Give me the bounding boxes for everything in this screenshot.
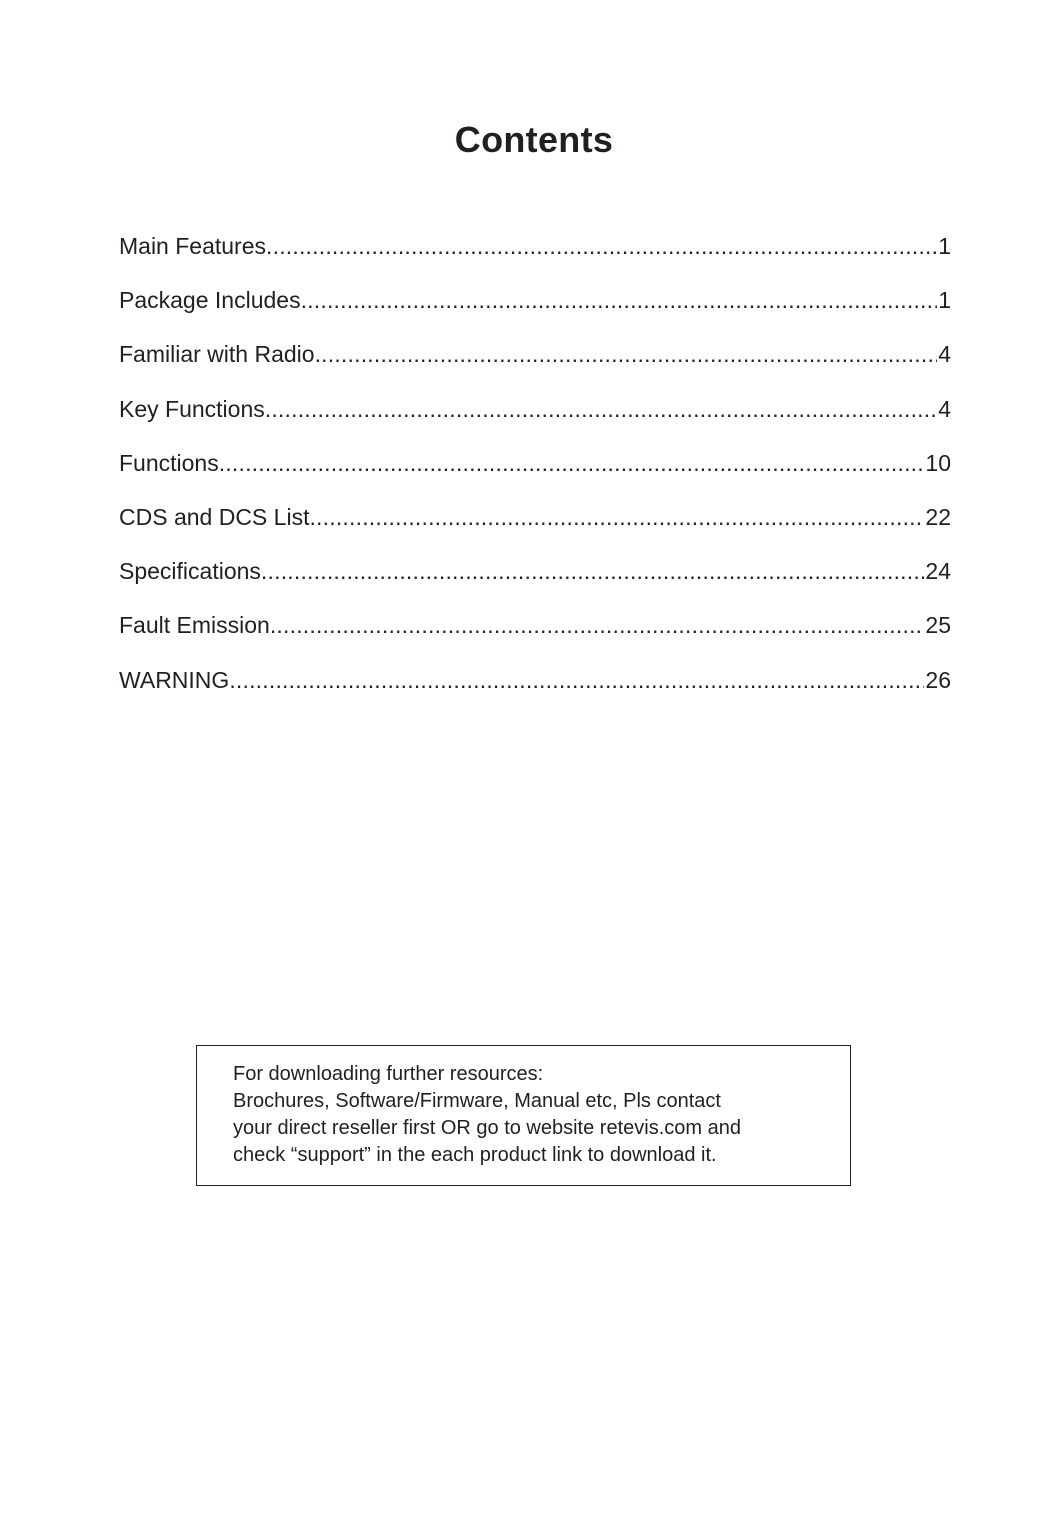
page-title: Contents <box>454 119 614 160</box>
toc-entry-familiar-with-radio[interactable] <box>119 336 951 390</box>
toc-dot-leader <box>309 499 924 535</box>
toc-dot-leader <box>229 662 924 698</box>
toc-entry-page-number: 4 <box>938 395 951 422</box>
toc-entry-page-number: 4 <box>938 341 951 368</box>
toc-dot-leader <box>315 336 938 372</box>
toc-entry-label: CDS and DCS List <box>119 503 310 530</box>
toc-entry-label: Key Functions <box>119 395 265 422</box>
toc-entry-cds-and-dcs-list[interactable] <box>119 499 951 553</box>
toc-entry-key-functions[interactable] <box>119 391 951 445</box>
toc-entry-label: Specifications <box>119 558 261 585</box>
toc-entry-page-number: 1 <box>938 287 951 314</box>
toc-entry-page-number: 10 <box>925 449 951 476</box>
toc-entry-page-number: 1 <box>938 233 951 259</box>
toc-dot-leader <box>270 607 925 643</box>
toc-entry-page-number: 26 <box>925 666 951 693</box>
notice-line: For downloading further resources: <box>233 1063 544 1085</box>
toc-entry-page-number: 22 <box>925 503 951 530</box>
toc-entry-functions[interactable] <box>119 445 951 499</box>
toc-entry-label: Familiar with Radio <box>119 341 315 368</box>
toc-dot-leader <box>266 228 937 264</box>
toc-dot-leader <box>265 391 937 427</box>
toc-dot-leader <box>219 445 925 481</box>
toc-entry-warning[interactable] <box>119 662 951 716</box>
toc-entry-main-features[interactable] <box>119 228 951 282</box>
toc-entry-specifications[interactable] <box>119 553 951 607</box>
table-of-contents <box>119 228 951 716</box>
toc-dot-leader <box>301 282 938 318</box>
resources-notice-box <box>196 1045 851 1186</box>
toc-entry-label: Package Includes <box>119 287 301 314</box>
notice-line: your direct reseller first OR go to website retevis.com and <box>233 1117 741 1139</box>
toc-entry-label: Functions <box>119 449 219 476</box>
toc-dot-leader <box>261 553 924 589</box>
toc-entry-package-includes[interactable] <box>119 282 951 336</box>
toc-entry-fault-emission[interactable] <box>119 607 951 661</box>
toc-entry-label: Fault Emission <box>119 612 270 639</box>
notice-line: check “support” in the each product link to download it. <box>233 1144 717 1166</box>
toc-entry-page-number: 25 <box>925 612 951 639</box>
resources-notice-text <box>233 1061 843 1169</box>
toc-entry-page-number: 24 <box>925 558 951 585</box>
toc-entry-label: Main Features <box>119 233 267 259</box>
notice-line: Brochures, Software/Firmware, Manual etc, Pls contact <box>233 1090 721 1112</box>
toc-entry-label: WARNING <box>119 666 230 693</box>
